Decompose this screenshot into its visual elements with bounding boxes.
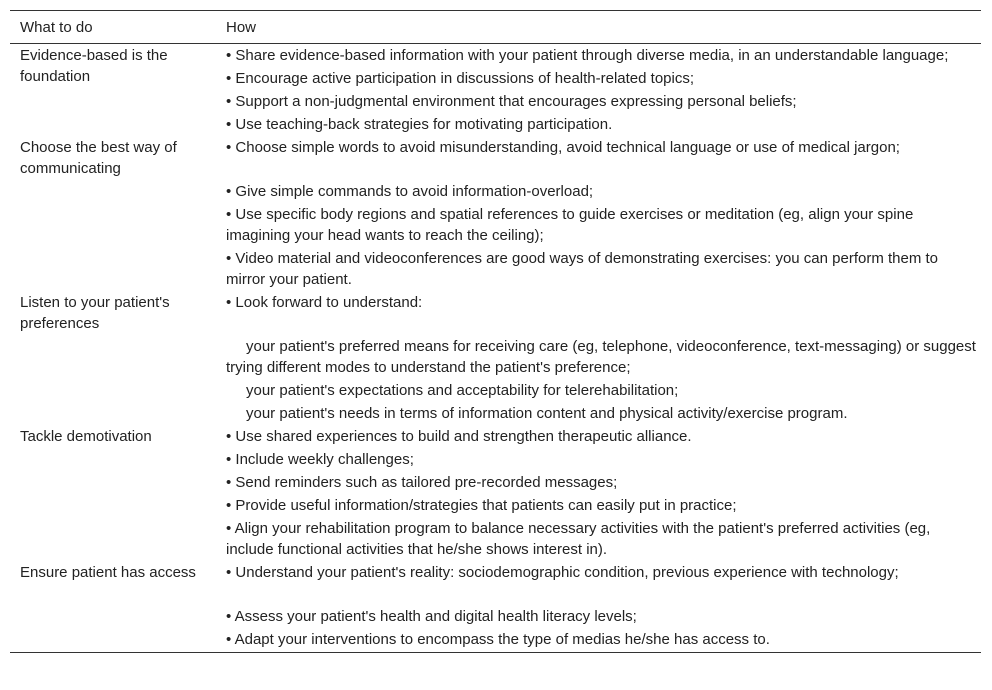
list-item: • Adapt your interventions to encompass the type of medias he/she has access to. (226, 631, 770, 648)
list-item: • Include weekly challenges; (226, 451, 414, 468)
table-body (10, 44, 981, 653)
what-cell: Evidence-based is the foundation (20, 47, 168, 85)
how-cell (216, 44, 981, 138)
what-cell: Choose the best way of communicating (20, 139, 177, 177)
header-how: How (226, 18, 257, 36)
how-cell (216, 292, 981, 426)
list-item: • Use specific body regions and spatial references to guide exercises or meditation (eg, align your spine imagining your head wants to reach the ceiling); (226, 206, 914, 244)
how-cell (216, 137, 981, 292)
header-what-to-do: What to do (20, 18, 93, 36)
list-item: • Understand your patient's reality: sociodemographic condition, previous experience with technology; (226, 564, 899, 581)
sub-item-text: your patient's preferred means for receiving care (eg, telephone, videoconference, text-messaging) or suggest trying different modes to understand the patient's preference; (226, 338, 976, 376)
list-item: • Encourage active participation in discussions of health-related topics; (226, 70, 695, 87)
table-row (10, 44, 981, 138)
list-item: • Choose simple words to avoid misunderstanding, avoid technical language or use of medical jargon; (226, 139, 900, 156)
list-item: • Use shared experiences to build and strengthen therapeutic alliance. (226, 428, 692, 445)
what-cell: Tackle demotivation (20, 428, 152, 445)
list-item: • Share evidence-based information with your patient through diverse media, in an understandable language; (226, 47, 949, 64)
how-cell (216, 562, 981, 653)
table-row (10, 426, 981, 562)
table-header (10, 11, 981, 44)
list-item: • Look forward to understand: (226, 294, 423, 311)
how-cell (216, 426, 981, 562)
list-item: • Support a non-judgmental environment that encourages expressing personal beliefs; (226, 93, 797, 110)
table-row (10, 137, 981, 292)
list-item: your patient's needs in terms of information content and physical activity/exercise program. (246, 405, 848, 422)
list-item: your patient's expectations and acceptability for telerehabilitation; (246, 382, 679, 399)
table-row (10, 562, 981, 653)
list-item: • Use teaching-back strategies for motivating participation. (226, 116, 613, 133)
list-item (226, 336, 981, 380)
recommendations-table-container (10, 10, 981, 680)
header-row (10, 11, 981, 44)
list-item: • Send reminders such as tailored pre-recorded messages; (226, 474, 618, 491)
list-item: • Video material and videoconferences are good ways of demonstrating exercises: you can perform them to mirror your patient. (226, 250, 939, 288)
table-row (10, 292, 981, 426)
list-item: • Provide useful information/strategies that patients can easily put in practice; (226, 497, 737, 514)
list-item: • Align your rehabilitation program to balance necessary activities with the patient's preferred activities (eg, include functional activities that he/she shows interest in). (226, 520, 931, 558)
what-cell: Listen to your patient's preferences (20, 294, 170, 332)
list-item: • Assess your patient's health and digital health literacy levels; (226, 608, 637, 625)
list-item: • Give simple commands to avoid information-overload; (226, 183, 594, 200)
what-cell: Ensure patient has access (20, 564, 196, 581)
recommendations-table (10, 10, 981, 653)
